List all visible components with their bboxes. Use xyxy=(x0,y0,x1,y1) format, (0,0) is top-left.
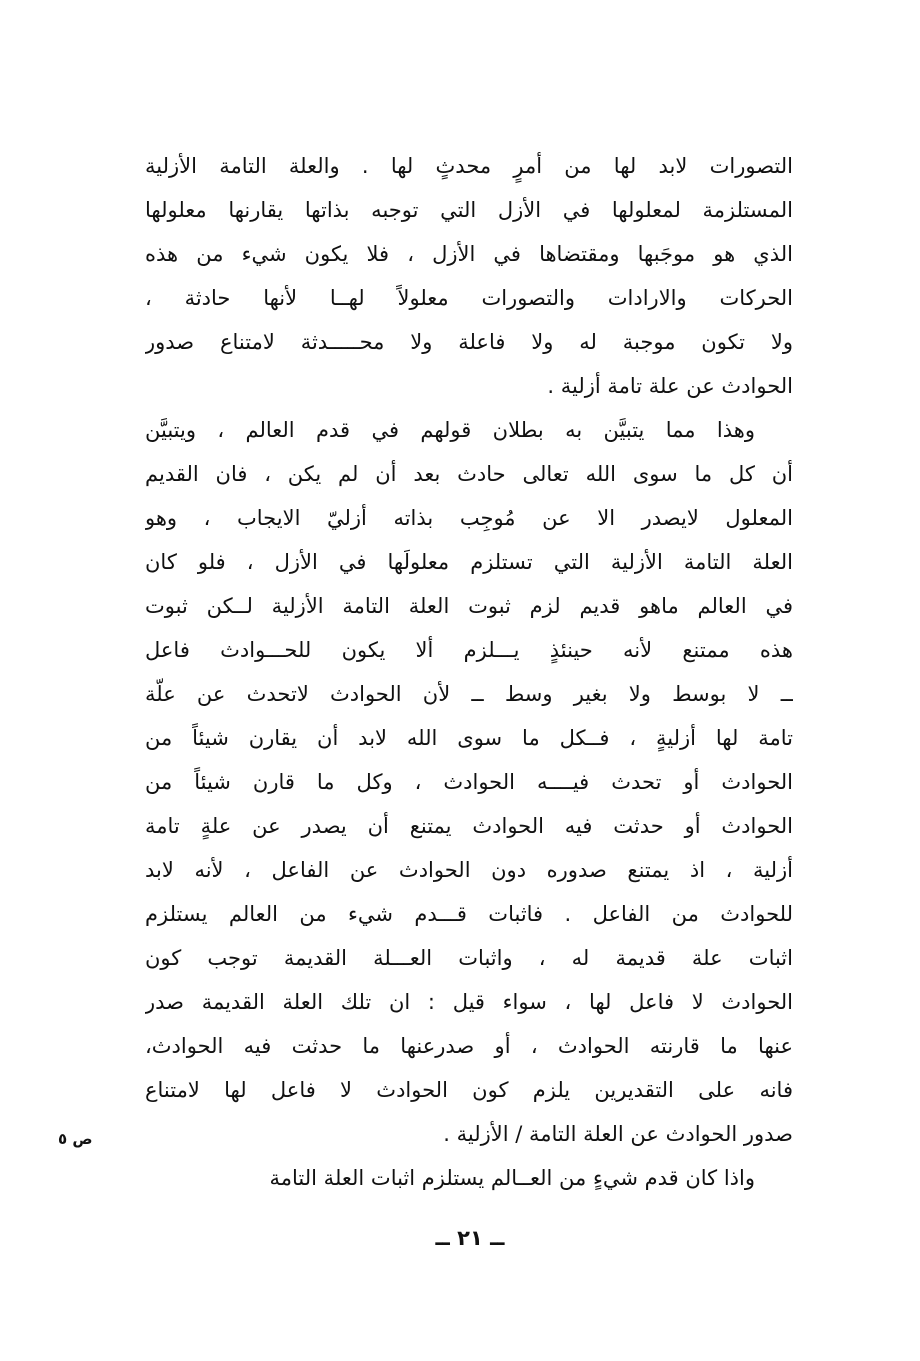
text-line: أن كل ما سوى الله تعالى حادث بعد أن لم يكن ، فان القديم xyxy=(145,462,793,486)
body-text xyxy=(145,144,793,1200)
text-line: ولا تكون موجبة له ولا فاعلة ولا محـــــدثة لامتناع صدور xyxy=(145,330,793,354)
text-line: المستلزمة لمعلولها في الأزل التي توجبه بذاتها يقارنها معلولها xyxy=(145,198,793,222)
text-line: عنها ما قارنته الحوادث ، أو صدرعنها ما حدثت فيه الحوادث، xyxy=(145,1034,793,1058)
text-line: الحوادث لا فاعل لها ، سواء قيل : ان تلك العلة القديمة صدر xyxy=(145,990,793,1014)
text-line: هذه ممتنع لأنه حينئذٍ يـــلزم ألا يكون للحـــوادث فاعل xyxy=(145,638,793,662)
text-line: التصورات لابد لها من أمرٍ محدثٍ لها . والعلة التامة الأزلية xyxy=(145,154,793,178)
text-line: فانه على التقديرين يلزم كون الحوادث لا فاعل لها لامتناع xyxy=(145,1078,793,1102)
text-line: ــ لا بوسط ولا بغير وسط ــ لأن الحوادث لاتحدث عن علّة xyxy=(145,682,793,706)
text-line: أزلية ، اذ يمتنع صدوره دون الحوادث عن الفاعل ، لأنه لابد xyxy=(145,858,793,882)
text-line: صدور الحوادث عن العلة التامة / الأزلية . xyxy=(443,1122,793,1146)
text-line: تامة لها أزليةٍ ، فــكل ما سوى الله لابد أن يقارن شيئاً من xyxy=(145,726,793,750)
text-line: واذا كان قدم شيءٍ من العــالم يستلزم اثبات العلة التامة xyxy=(269,1166,755,1190)
text-line: الحوادث أو حدثت فيه الحوادث يمتنع أن يصدر عن علةٍ تامة xyxy=(145,814,793,838)
text-line: الحركات والارادات والتصورات معلولاً لهــا لأنها حادثة ، xyxy=(145,286,793,310)
text-line: الحوادث أو تحدث فيــــه الحوادث ، وكل ما قارن شيئاً من xyxy=(145,770,793,794)
page-number: ــ ٢١ ــ xyxy=(435,1226,505,1250)
text-line: الحوادث عن علة تامة أزلية . xyxy=(547,374,793,398)
text-line: الذي هو موجَبها ومقتضاها في الأزل ، فلا يكون شيء من هذه xyxy=(145,242,793,266)
text-line: اثبات علة قديمة له ، واثبات العـــلة القديمة توجب كون xyxy=(145,946,793,970)
text-line: وهذا مما يتبيَّن به بطلان قولهم في قدم العالم ، ويتبيَّن xyxy=(145,418,755,442)
text-line: المعلول لايصدر الا عن مُوجِب بذاته أزليّ الايجاب ، وهو xyxy=(145,506,793,530)
text-line: العلة التامة الأزلية التي تستلزم معلولَها في الأزل ، فلو كان xyxy=(145,550,793,574)
text-line: في العالم ماهو قديم لزم ثبوت العلة التامة الأزلية لــكن ثبوت xyxy=(145,594,793,618)
margin-page-reference: ص ٥ xyxy=(58,1130,93,1148)
text-line: للحوادث من الفاعل . فاثبات قـــدم شيء من العالم يستلزم xyxy=(145,902,793,926)
